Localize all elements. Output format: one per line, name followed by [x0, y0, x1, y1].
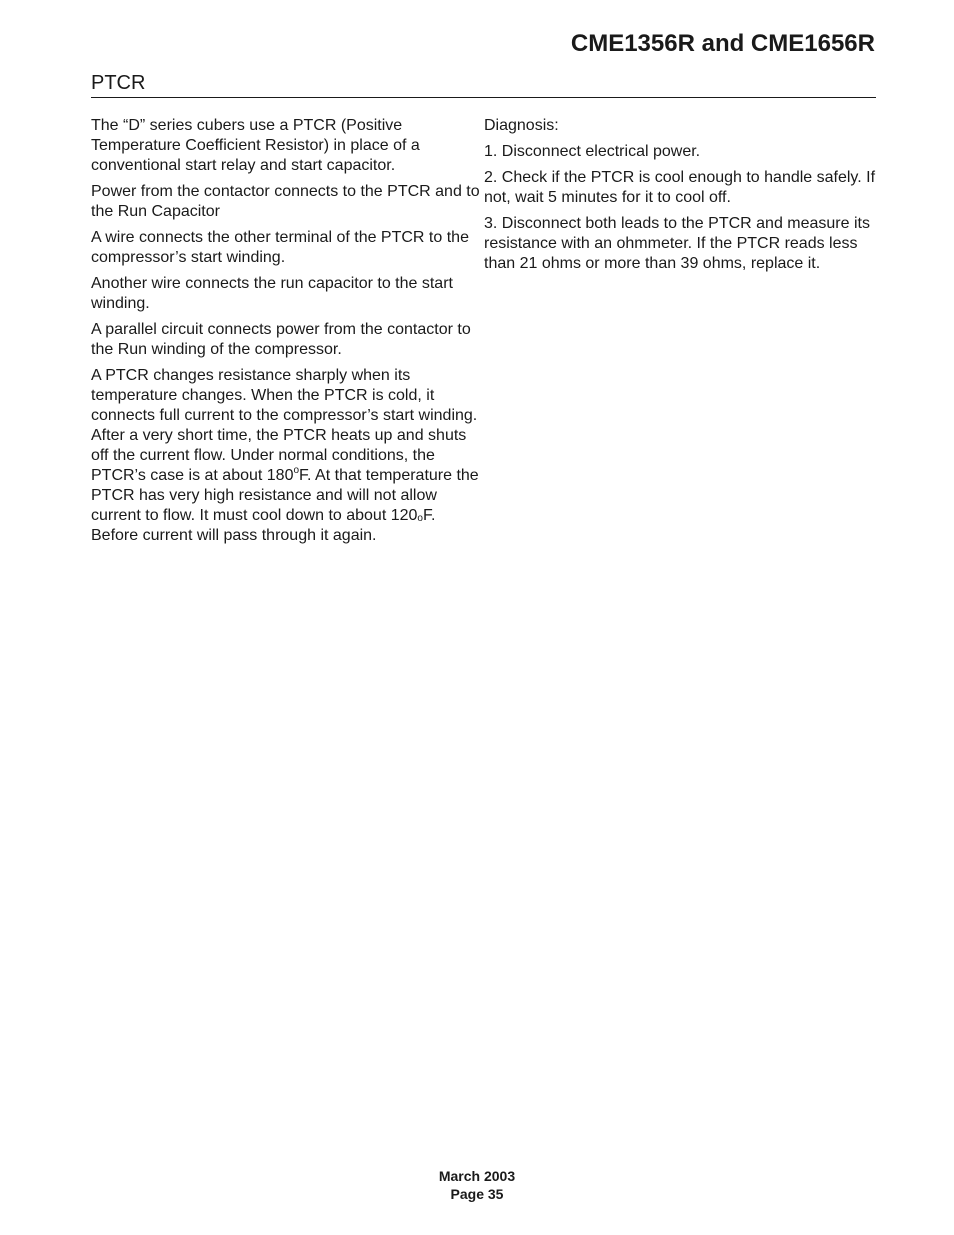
- paragraph-ptcr-intro: The “D” series cubers use a PTCR (Positive Temperature Coefficient Resistor) in place of a conventional start relay and start capacitor.: [91, 117, 420, 174]
- paragraph-start-winding-wire: A wire connects the other terminal of the PTCR to the compressor’s start winding.: [91, 229, 469, 266]
- paragraph-parallel-circuit: A parallel circuit connects power from the contactor to the Run winding of the compressor.: [91, 321, 471, 358]
- ptcr-operation-text-1: A PTCR changes resistance sharply when its temperature changes. When the PTCR is cold, it connects full current to the compressor’s start winding. After a very short time, the PTCR heats up and shuts off the current flow. Under normal conditions, the PTCR’s case is at about 180: [91, 367, 478, 484]
- right-column: [484, 116, 878, 280]
- footer-date: March 2003: [438, 1168, 516, 1184]
- ptcr-operation-text-3: F. Before current will pass through it again.: [91, 507, 436, 544]
- document-title: CME1356R and CME1656R: [570, 30, 875, 57]
- diagnosis-step-2: 2. Check if the PTCR is cool enough to handle safely. If not, wait 5 minutes for it to cool off.: [484, 169, 876, 206]
- left-column: [91, 116, 483, 552]
- diagnosis-step-1: 1. Disconnect electrical power.: [484, 143, 701, 160]
- paragraph-run-capacitor-wire: Another wire connects the run capacitor to the start winding.: [91, 275, 453, 312]
- paragraph-ptcr-operation: [91, 366, 483, 546]
- degree-symbol-hot: o: [293, 465, 300, 476]
- footer-page-number: Page 35: [450, 1186, 504, 1202]
- diagnosis-heading: Diagnosis:: [484, 117, 559, 134]
- degree-symbol-cool: o: [417, 513, 423, 524]
- section-heading: PTCR: [91, 72, 146, 94]
- paragraph-contactor-power: Power from the contactor connects to the PTCR and to the Run Capacitor: [91, 183, 480, 220]
- ptcr-operation-text-2: F. At that temperature the PTCR has very high resistance and will not allow current to flow. It must cool down to about 120: [91, 467, 479, 524]
- diagnosis-step-3: 3. Disconnect both leads to the PTCR and measure its resistance with an ohmmeter. If the PTCR reads less than 21 ohms or more than 39 ohms, replace it.: [484, 215, 870, 272]
- heading-rule: [91, 97, 876, 98]
